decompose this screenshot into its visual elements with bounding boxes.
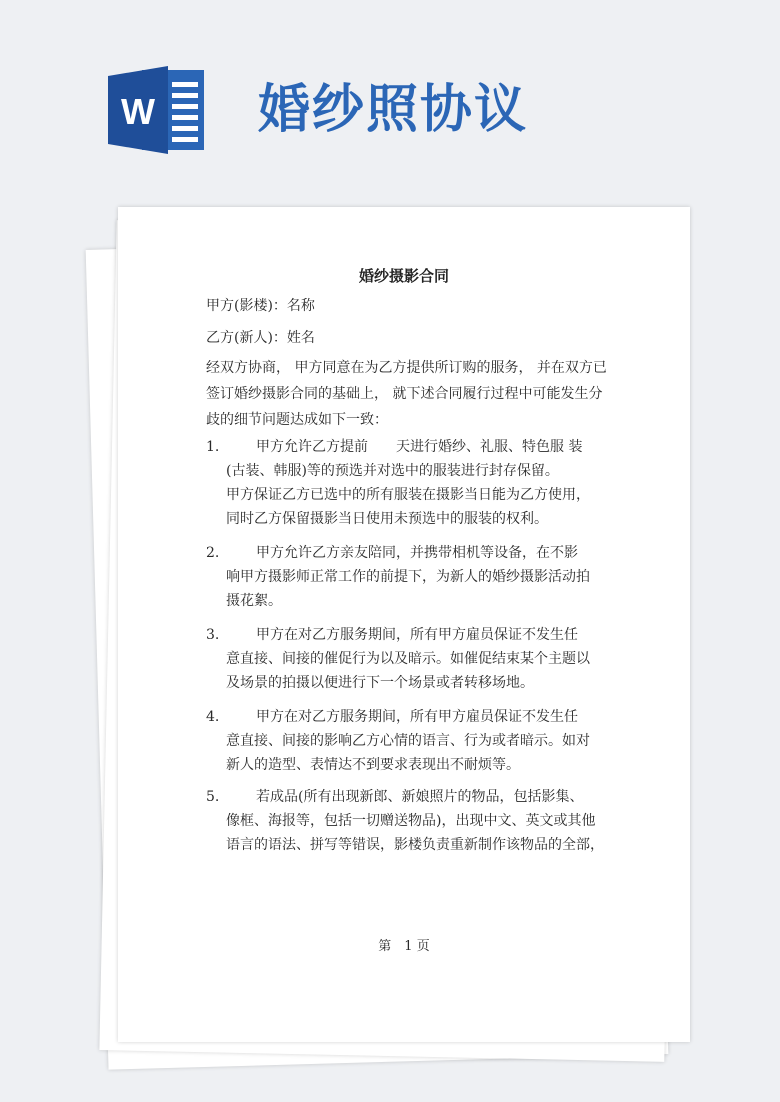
- clause-number: 4.: [206, 709, 220, 725]
- clause-line: 甲方允许乙方提前 天进行婚纱、礼服、特色服 装: [256, 439, 583, 455]
- page-number: 第 1 页: [378, 939, 430, 954]
- document-page: [118, 207, 690, 1042]
- clause-number: 2.: [206, 545, 220, 561]
- clause-item-2: [206, 541, 636, 613]
- clause-item-1: [206, 435, 636, 531]
- clause-number: 1.: [206, 439, 220, 455]
- clause-line: 像框、海报等，包括一切赠送物品)，出现中文、英文或其他: [226, 813, 596, 829]
- clause-item-4: [206, 705, 636, 777]
- clause-line: 甲方允许乙方亲友陪同，并携带相机等设备，在不影: [256, 545, 578, 561]
- clause-line: 意直接、间接的影响乙方心情的语言、行为或者暗示。如对: [226, 733, 590, 749]
- document-title: 婚纱摄影合同: [358, 267, 449, 285]
- intro-line: 经双方协商， 甲方同意在为乙方提供所订购的服务， 并在双方已: [206, 360, 607, 376]
- clause-number: 3.: [206, 627, 220, 643]
- clause-line: 新人的造型、表情达不到要求表现出不耐烦等。: [226, 757, 520, 773]
- clause-line: 摄花絮。: [226, 593, 282, 609]
- clause-item-3: [206, 623, 636, 695]
- clause-line: 若成品(所有出现新郎、新娘照片的物品，包括影集、: [256, 789, 584, 805]
- clause-line: (古装、韩服)等的预选并对选中的服装进行封存保留。: [226, 463, 559, 479]
- clause-line: 甲方保证乙方已选中的所有服装在摄影当日能为乙方使用，: [226, 487, 590, 503]
- clause-number: 5.: [206, 789, 220, 805]
- intro-line: 签订婚纱摄影合同的基础上， 就下述合同履行过程中可能发生分: [206, 386, 603, 402]
- page-title: 婚纱照协议: [258, 80, 529, 140]
- clause-item-5: [206, 785, 636, 857]
- intro-line: 歧的细节问题达成如下一致：: [206, 412, 388, 428]
- word-logo-letter: W: [121, 91, 155, 132]
- party-a-line: 甲方(影楼)：名称: [206, 298, 315, 314]
- word-logo-icon: [108, 66, 208, 154]
- clause-line: 甲方在对乙方服务期间，所有甲方雇员保证不发生任: [256, 709, 578, 725]
- clause-line: 同时乙方保留摄影当日使用未预选中的服装的权利。: [226, 511, 548, 527]
- clause-line: 语言的语法、拼写等错误，影楼负责重新制作该物品的全部，: [226, 837, 604, 853]
- intro-paragraph: [206, 355, 630, 433]
- party-b-line: 乙方(新人)：姓名: [206, 330, 315, 346]
- clause-line: 甲方在对乙方服务期间，所有甲方雇员保证不发生任: [256, 627, 578, 643]
- clause-line: 响甲方摄影师正常工作的前提下，为新人的婚纱摄影活动拍: [226, 569, 590, 585]
- clause-line: 及场景的拍摄以便进行下一个场景或者转移场地。: [226, 675, 534, 691]
- page-header: [0, 0, 780, 190]
- clause-line: 意直接、间接的催促行为以及暗示。如催促结束某个主题以: [226, 651, 590, 667]
